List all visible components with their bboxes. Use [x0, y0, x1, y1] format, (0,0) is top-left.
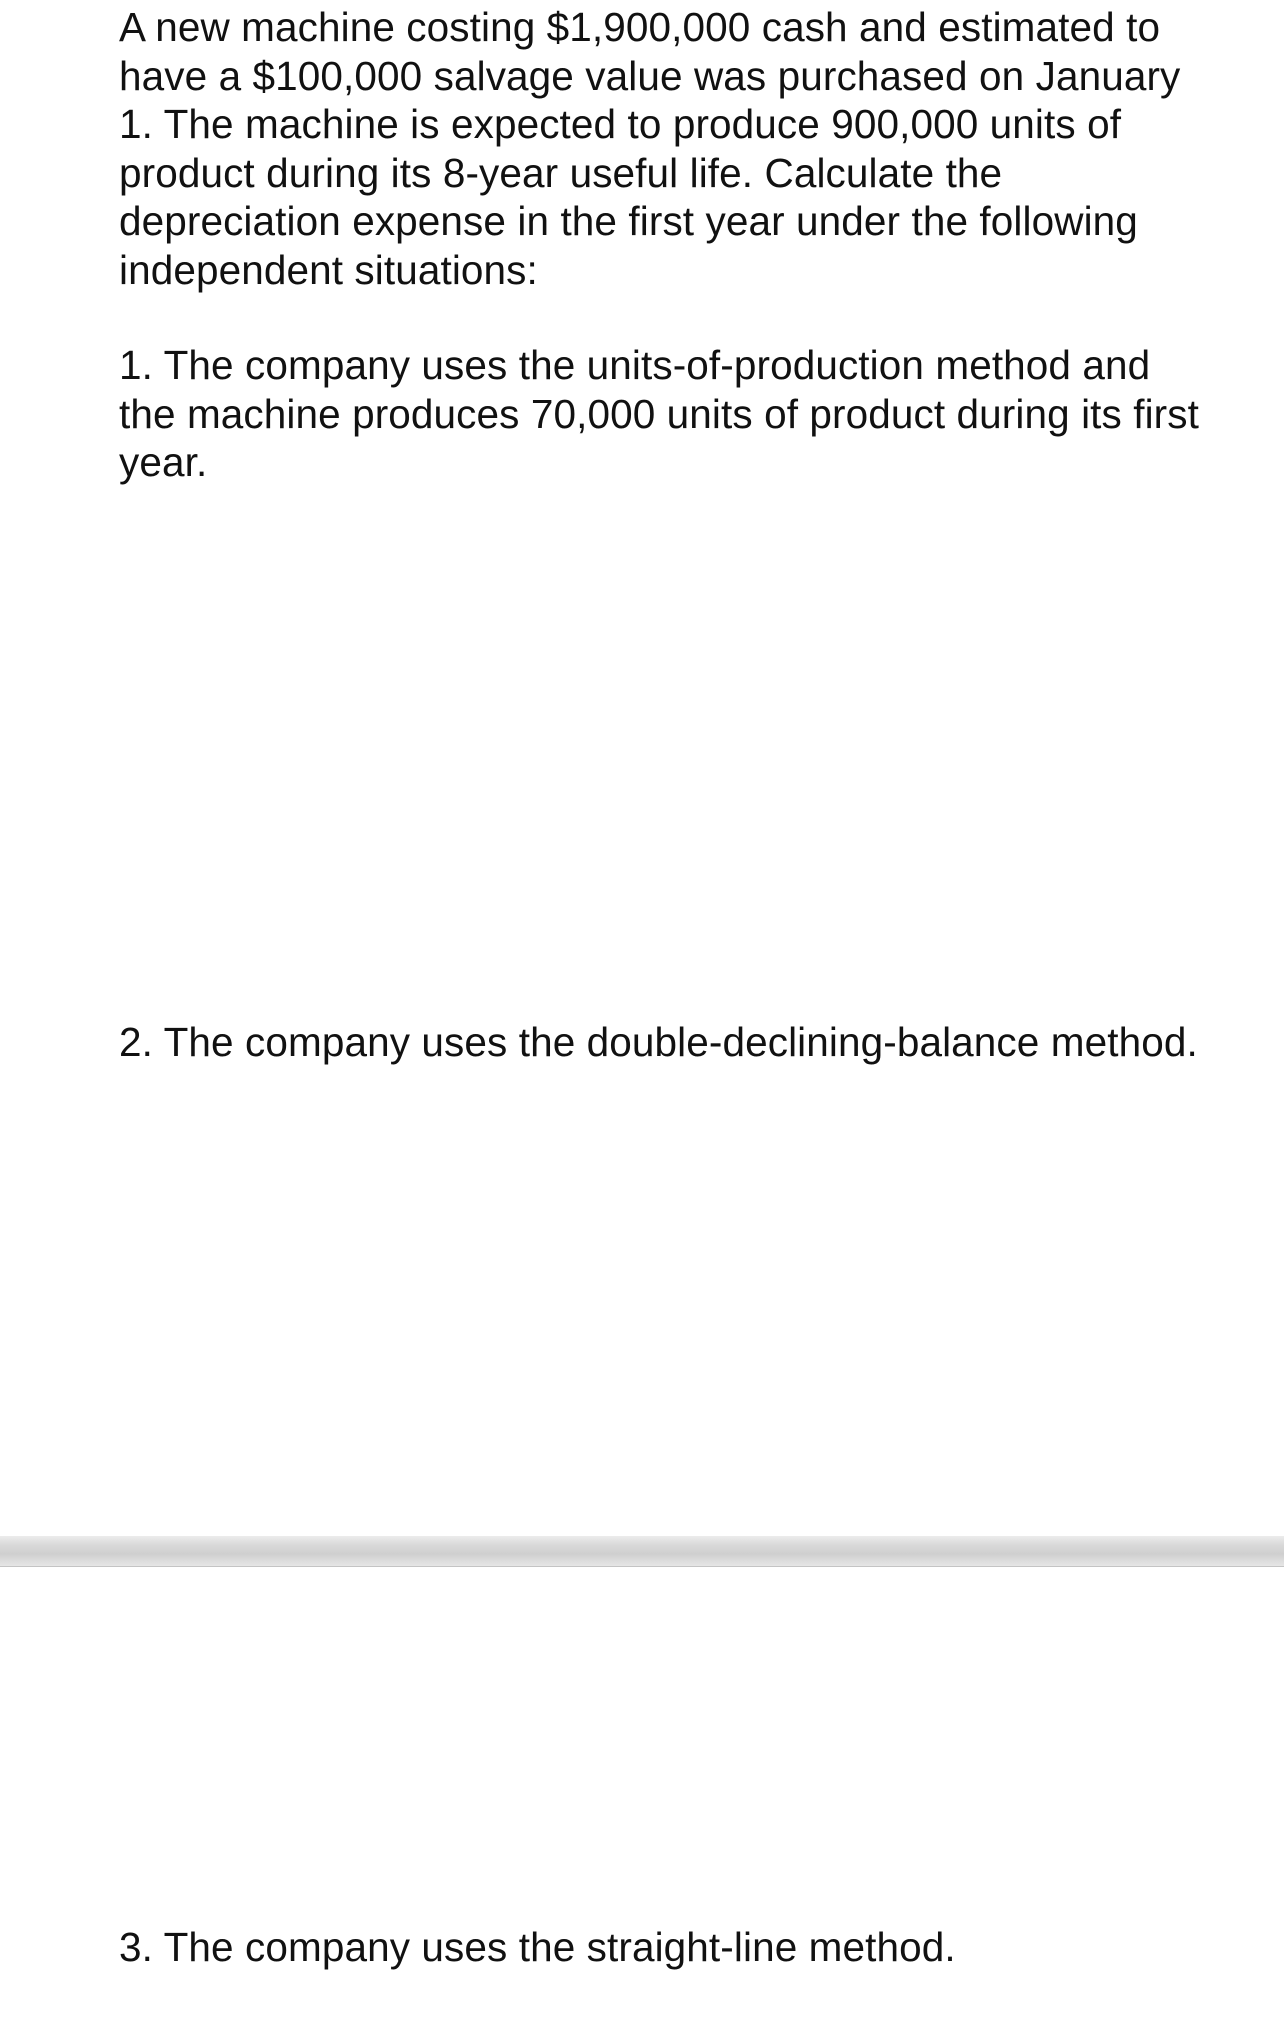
- problem-intro: A new machine costing $1,900,000 cash and estimated to have a $100,000 salvage value was purchased on January 1. The machine is expected to produce 900,000 units of product during its 8-year useful life. Calculate the depreciation expense in the first year under the following independent situations:: [119, 4, 1181, 293]
- question-1: 1. The company uses the units-of-production method and the machine produces 70,000 units of product during its first year.: [119, 342, 1199, 485]
- question-2: 2. The company uses the double-declining-balance method.: [119, 1019, 1198, 1065]
- question-3: 3. The company uses the straight-line method.: [119, 1924, 956, 1970]
- page-divider: [0, 1536, 1284, 1567]
